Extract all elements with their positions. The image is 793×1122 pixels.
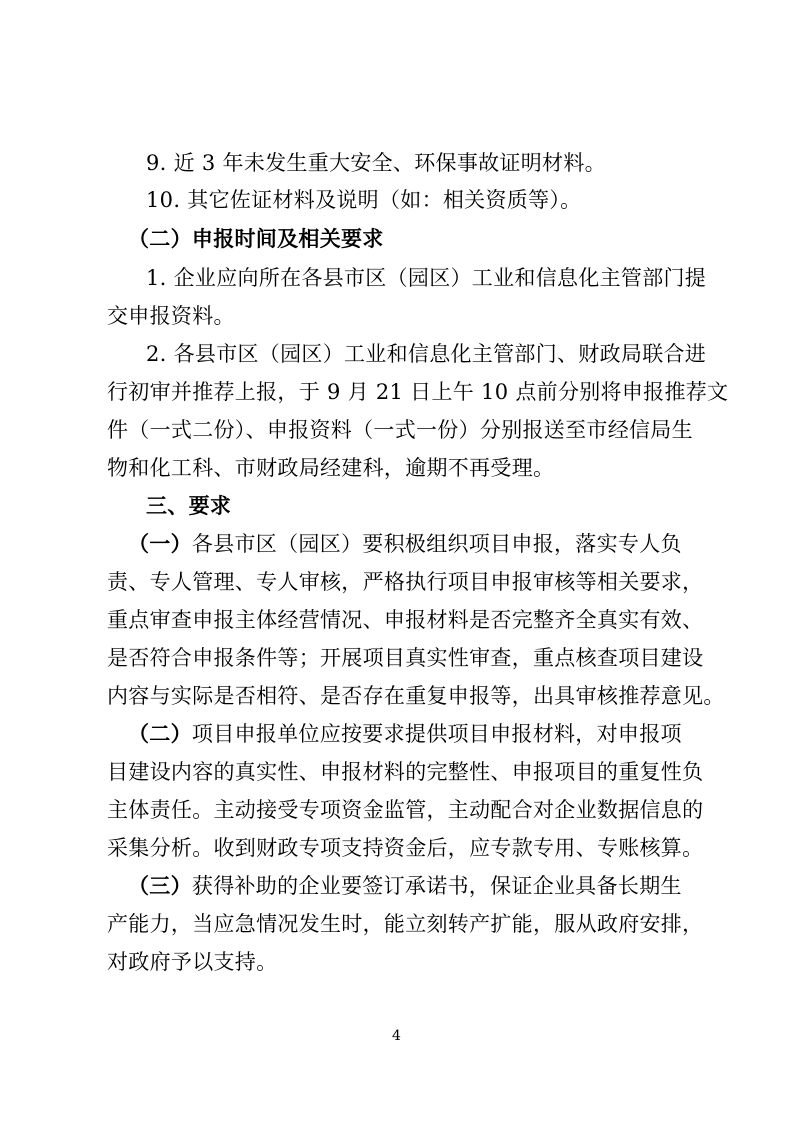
paragraph-line (146, 266, 746, 290)
line-text: 10. 其它佐证材料及说明（如：相关资质等）。 (146, 188, 582, 212)
heading-text: （二）申报时间及相关要求 (128, 226, 384, 251)
line-text: 获得补助的企业要签订承诺书，保证企业具备长期生 (191, 874, 682, 898)
paragraph-line (128, 722, 728, 746)
paragraph-line (107, 304, 707, 328)
line-text: 交申报资料。 (107, 304, 235, 328)
paragraph-line (107, 798, 707, 822)
paragraph-line (107, 418, 707, 442)
line-text: 责、专人管理、专人审核，严格执行项目申报审核等相关要求， (107, 570, 704, 594)
paragraph-line (107, 684, 725, 708)
line-text: 件（一式二份）、申报资料（一式一份）分别报送至市经信局生 (107, 418, 693, 442)
list-item-9 (146, 151, 746, 175)
line-text: 产能力，当应急情况发生时，能立刻转产扩能，服从政府安排， (107, 912, 704, 936)
line-text: 重点审查申报主体经营情况、申报材料是否完整齐全真实有效、 (107, 608, 704, 632)
item-marker: （三） (128, 873, 192, 898)
line-text: 目建设内容的真实性、申报材料的完整性、申报项目的重复性负 (107, 760, 704, 784)
item-marker: （一） (128, 531, 192, 556)
paragraph-line (107, 950, 707, 974)
paragraph-line (107, 912, 707, 936)
line-text: 各县市区（园区）要积极组织项目申报，落实专人负 (191, 532, 682, 556)
list-item-10 (146, 188, 746, 212)
line-text: 2. 各县市区（园区）工业和信息化主管部门、财政局联合进 (146, 342, 707, 366)
line-text: 采集分析。收到财政专项支持资金后，应专款专用、专账核算。 (107, 836, 704, 860)
line-text: 是否符合申报条件等；开展项目真实性审查，重点核查项目建设 (107, 646, 704, 670)
paragraph-line (107, 836, 707, 860)
line-text: 对政府予以支持。 (107, 950, 278, 974)
line-text: 物和化工科、市财政局经建科，逾期不再受理。 (107, 456, 555, 480)
paragraph-line (107, 570, 707, 594)
paragraph-line (107, 608, 707, 632)
section-heading-timing (128, 227, 728, 251)
paragraph-line (128, 874, 728, 898)
paragraph-line (128, 532, 728, 556)
line-text: 内容与实际是否相符、是否存在重复申报等，出具审核推荐意见。 (107, 684, 725, 708)
line-text: 主体责任。主动接受专项资金监管，主动配合对企业数据信息的 (107, 798, 704, 822)
line-text: 行初审并推荐上报，于 9 月 21 日上午 10 点前分别将申报推荐文 (107, 380, 729, 404)
line-text: 项目申报单位应按要求提供项目申报材料，对申报项 (191, 722, 682, 746)
paragraph-line (107, 646, 707, 670)
section-heading-requirements (146, 494, 746, 518)
heading-text: 三、要求 (146, 493, 232, 518)
paragraph-line (107, 380, 729, 404)
line-text: 1. 企业应向所在各县市区（园区）工业和信息化主管部门提 (146, 266, 707, 290)
paragraph-line (107, 456, 707, 480)
item-marker: （二） (128, 721, 192, 746)
line-text: 9. 近 3 年未发生重大安全、环保事故证明材料。 (146, 151, 606, 175)
page-number: 4 (392, 1028, 401, 1044)
paragraph-line (146, 342, 746, 366)
paragraph-line (107, 760, 707, 784)
